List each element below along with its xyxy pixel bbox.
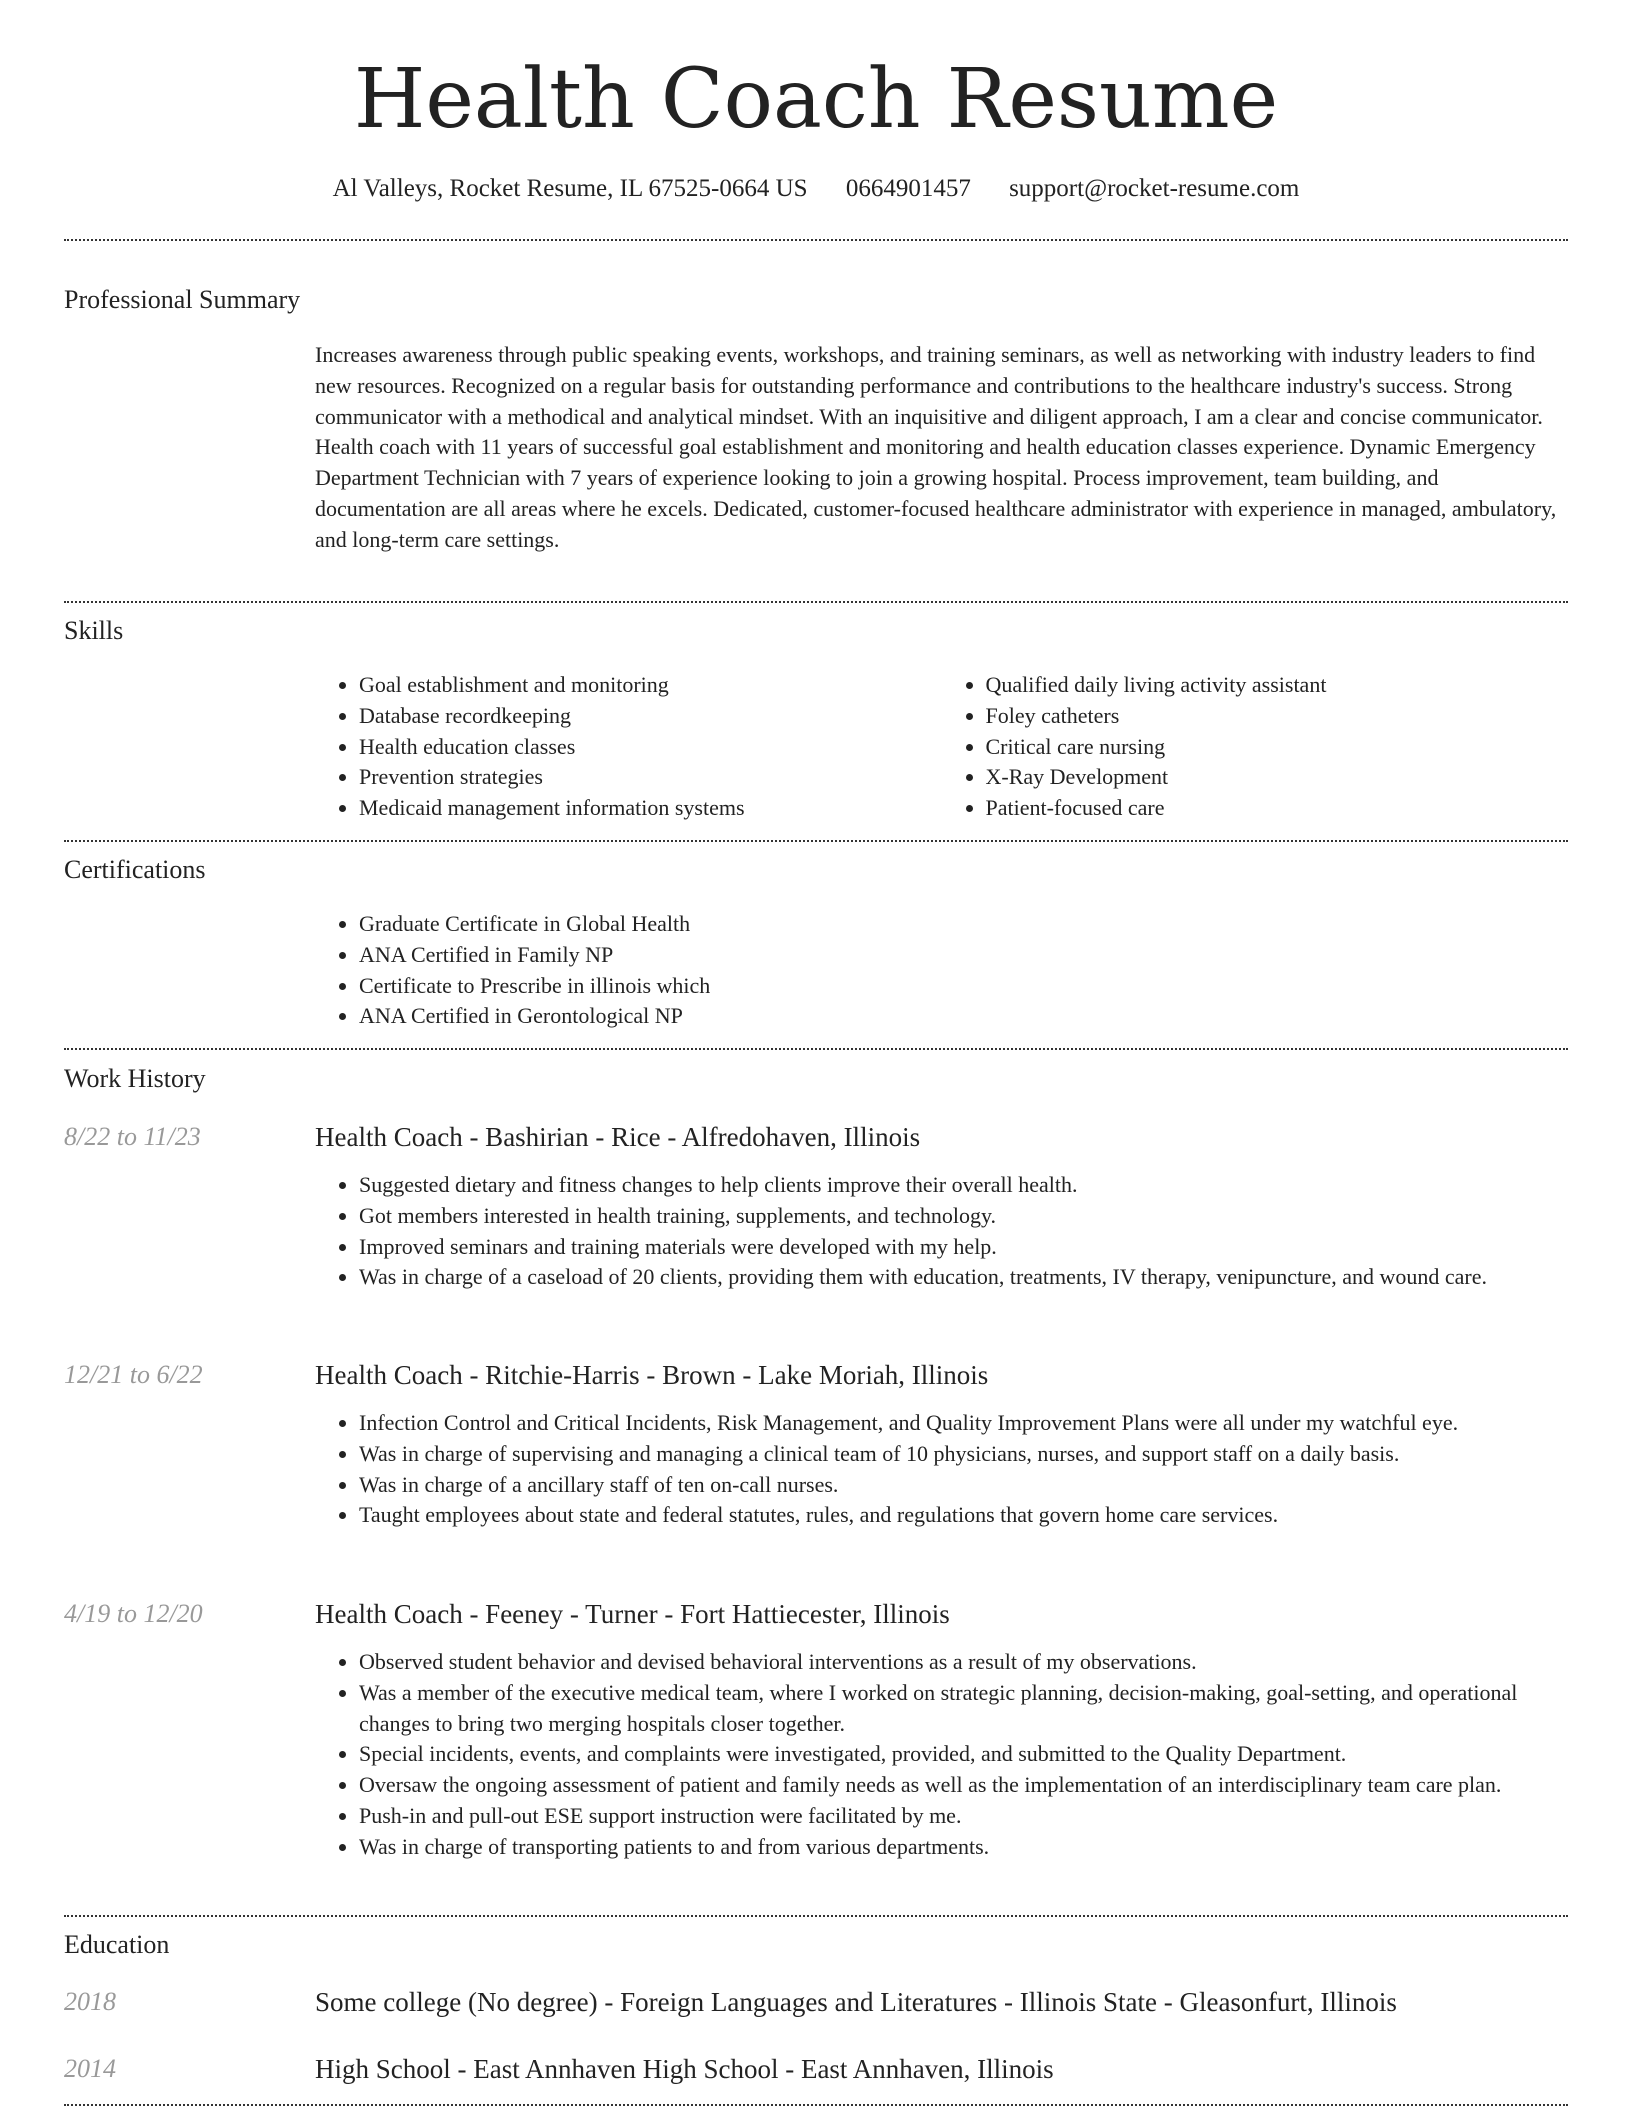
- job-bullet: • Special incidents, events, and complaints were investigated, provided, and submitted to the Quality Department.: [359, 1739, 1568, 1770]
- divider: [64, 2104, 1568, 2106]
- certification-item: • Graduate Certificate in Global Health: [359, 909, 1568, 940]
- job-bullet: • Was in charge of a caseload of 20 clients, providing them with education, treatments, IV therapy, venipuncture, and wound care.: [359, 1262, 1568, 1293]
- education-title: Some college (No degree) - Foreign Languages and Literatures - Illinois State - Gleasonfurt, Illinois: [315, 1987, 1397, 2017]
- skill-item: • Prevention strategies: [359, 762, 942, 793]
- skills-list-left: [315, 670, 942, 824]
- skill-item: • Health education classes: [359, 732, 942, 763]
- skill-item: • Goal establishment and monitoring: [359, 670, 942, 701]
- skills-list-right: [942, 670, 1569, 824]
- job-bullets: [315, 1408, 1568, 1531]
- certification-item: • ANA Certified in Gerontological NP: [359, 1001, 1568, 1032]
- job-bullet: • Suggested dietary and fitness changes to help clients improve their overall health.: [359, 1170, 1568, 1201]
- summary-body: [315, 340, 1568, 556]
- section-title-skills: Skills: [64, 616, 124, 645]
- section-title-certifications: Certifications: [64, 855, 206, 884]
- summary-text: Increases awareness through public speaking events, workshops, and training seminars, as well as networking with industry leaders to find new resources. Recognized on a regular basis for outstanding performance and contributions to the healthcare industry's success. Strong communicator with a methodical and analytical mindset. With an inquisitive and diligent approach, I am a clear and concise communicator. Health coach with 11 years of successful goal establishment and monitoring and health education classes experience. Dynamic Emergency Department Technician with 7 years of experience looking to join a growing hospital. Process improvement, team building, and documentation are all areas where he excels. Dedicated, customer-focused healthcare administrator with experience in managed, ambulatory, and long-term care settings.: [315, 342, 1557, 552]
- contact-address: Al Valleys, Rocket Resume, IL 67525-0664 US: [332, 175, 808, 202]
- section-title-summary: Professional Summary: [64, 285, 301, 314]
- job-dates: 12/21 to 6/22: [64, 1360, 203, 1389]
- education-year: 2018: [64, 1987, 116, 2016]
- certifications-body: [315, 909, 1568, 1032]
- skill-item: • Critical care nursing: [986, 732, 1569, 763]
- job-dates: 8/22 to 11/23: [64, 1122, 201, 1151]
- skill-item: • Medicaid management information systems: [359, 793, 942, 824]
- job-bullet: • Was in charge of supervising and managing a clinical team of 10 physicians, nurses, and support staff on a daily basis.: [359, 1439, 1568, 1470]
- certification-item: • ANA Certified in Family NP: [359, 940, 1568, 971]
- skill-item: • X-Ray Development: [986, 762, 1569, 793]
- contact-line: [0, 170, 1632, 208]
- job-title: Health Coach - Feeney - Turner - Fort Hattiecester, Illinois: [315, 1599, 950, 1629]
- job-title: Health Coach - Ritchie-Harris - Brown - Lake Moriah, Illinois: [315, 1360, 989, 1390]
- job-bullet: • Observed student behavior and devised behavioral interventions as a result of my observations.: [359, 1647, 1568, 1678]
- job-bullets: [315, 1170, 1568, 1293]
- certifications-list: [315, 909, 1568, 1032]
- job-bullet: • Push-in and pull-out ESE support instruction were facilitated by me.: [359, 1801, 1568, 1832]
- job-bullet-list: [315, 1647, 1568, 1863]
- job-bullets: [315, 1647, 1568, 1863]
- job-bullet: • Oversaw the ongoing assessment of patient and family needs as well as the implementation of an interdisciplinary team care plan.: [359, 1770, 1568, 1801]
- job-bullet-list: [315, 1170, 1568, 1293]
- education-title: High School - East Annhaven High School - East Annhaven, Illinois: [315, 2054, 1054, 2084]
- job-bullet: • Was in charge of a ancillary staff of ten on-call nurses.: [359, 1470, 1568, 1501]
- contact-phone: 0664901457: [845, 175, 971, 202]
- divider: [64, 840, 1568, 842]
- job-bullet: • Was in charge of transporting patients to and from various departments.: [359, 1832, 1568, 1863]
- job-bullet-list: [315, 1408, 1568, 1531]
- divider: [64, 239, 1568, 241]
- job-bullet: • Got members interested in health training, supplements, and technology.: [359, 1201, 1568, 1232]
- section-title-education: Education: [64, 1930, 170, 1959]
- certification-item: • Certificate to Prescribe in illinois which: [359, 971, 1568, 1002]
- education-year: 2014: [64, 2054, 116, 2083]
- job-bullet: • Taught employees about state and federal statutes, rules, and regulations that govern home care services.: [359, 1500, 1568, 1531]
- job-bullet: • Was a member of the executive medical team, where I worked on strategic planning, decision-making, goal-setting, and operational changes to bring two merging hospitals closer together.: [359, 1678, 1568, 1740]
- job-title: Health Coach - Bashirian - Rice - Alfredohaven, Illinois: [315, 1122, 921, 1152]
- skill-item: • Database recordkeeping: [359, 701, 942, 732]
- job-bullet: • Improved seminars and training materials were developed with my help.: [359, 1232, 1568, 1263]
- job-bullet: • Infection Control and Critical Incidents, Risk Management, and Quality Improvement Plans were all under my watchful eye.: [359, 1408, 1568, 1439]
- skill-item: • Foley catheters: [986, 701, 1569, 732]
- divider: [64, 1915, 1568, 1917]
- resume-title: Health Coach Resume: [353, 52, 1279, 147]
- skill-item: • Qualified daily living activity assistant: [986, 670, 1569, 701]
- skill-item: • Patient-focused care: [986, 793, 1569, 824]
- skills-columns: [315, 670, 1568, 824]
- contact-email: support@rocket-resume.com: [1009, 175, 1300, 202]
- section-title-work-history: Work History: [64, 1064, 206, 1093]
- divider: [64, 601, 1568, 603]
- job-dates: 4/19 to 12/20: [64, 1599, 203, 1628]
- divider: [64, 1048, 1568, 1050]
